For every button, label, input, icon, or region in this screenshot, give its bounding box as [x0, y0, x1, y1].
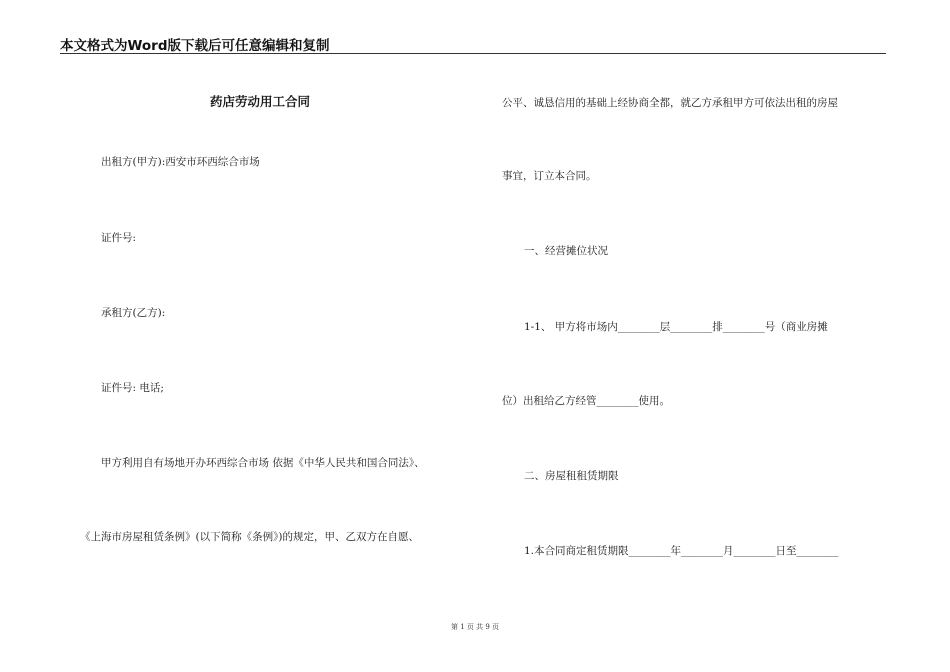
clause-line: 1-1、 甲方将市场内________层________排________号（商业房摊 [524, 321, 828, 333]
page-footer: 第 1 页 共 9 页 [450, 623, 500, 631]
paragraph-line: 事宜，订立本合同。 [502, 170, 597, 182]
clause-line: 1.本合同商定租赁期限________年________月________日至________ [524, 545, 839, 557]
paragraph-line: 公平、诚恳信用的基础上经协商全都，就乙方承租甲方可依法出租的房屋 [502, 97, 838, 109]
lessor-id-line: 证件号: [101, 232, 137, 244]
paragraph-line: 甲方利用自有场地开办环西综合市场 依据《中华人民共和国合同法》、 [101, 457, 425, 469]
section-heading: 二、房屋租租赁期限 [524, 470, 619, 482]
section-heading: 一、经营摊位状况 [524, 245, 608, 257]
header-divider [60, 53, 886, 54]
document-title: 药店劳动用工合同 [209, 94, 310, 109]
lessee-id-phone-line: 证件号: 电话; [101, 382, 164, 394]
clause-line: 位）出租给乙方经管________使用。 [502, 395, 670, 407]
paragraph-line: 《上海市房屋租赁条例》(以下简称《条例》)的规定，甲、乙双方在自愿、 [80, 531, 419, 543]
lessee-line: 承租方(乙方): [101, 307, 166, 319]
lessor-line: 出租方(甲方):西安市环西综合市场 [101, 156, 260, 168]
document-header: 本文格式为Word版下载后可任意编辑和复制 [60, 38, 330, 54]
